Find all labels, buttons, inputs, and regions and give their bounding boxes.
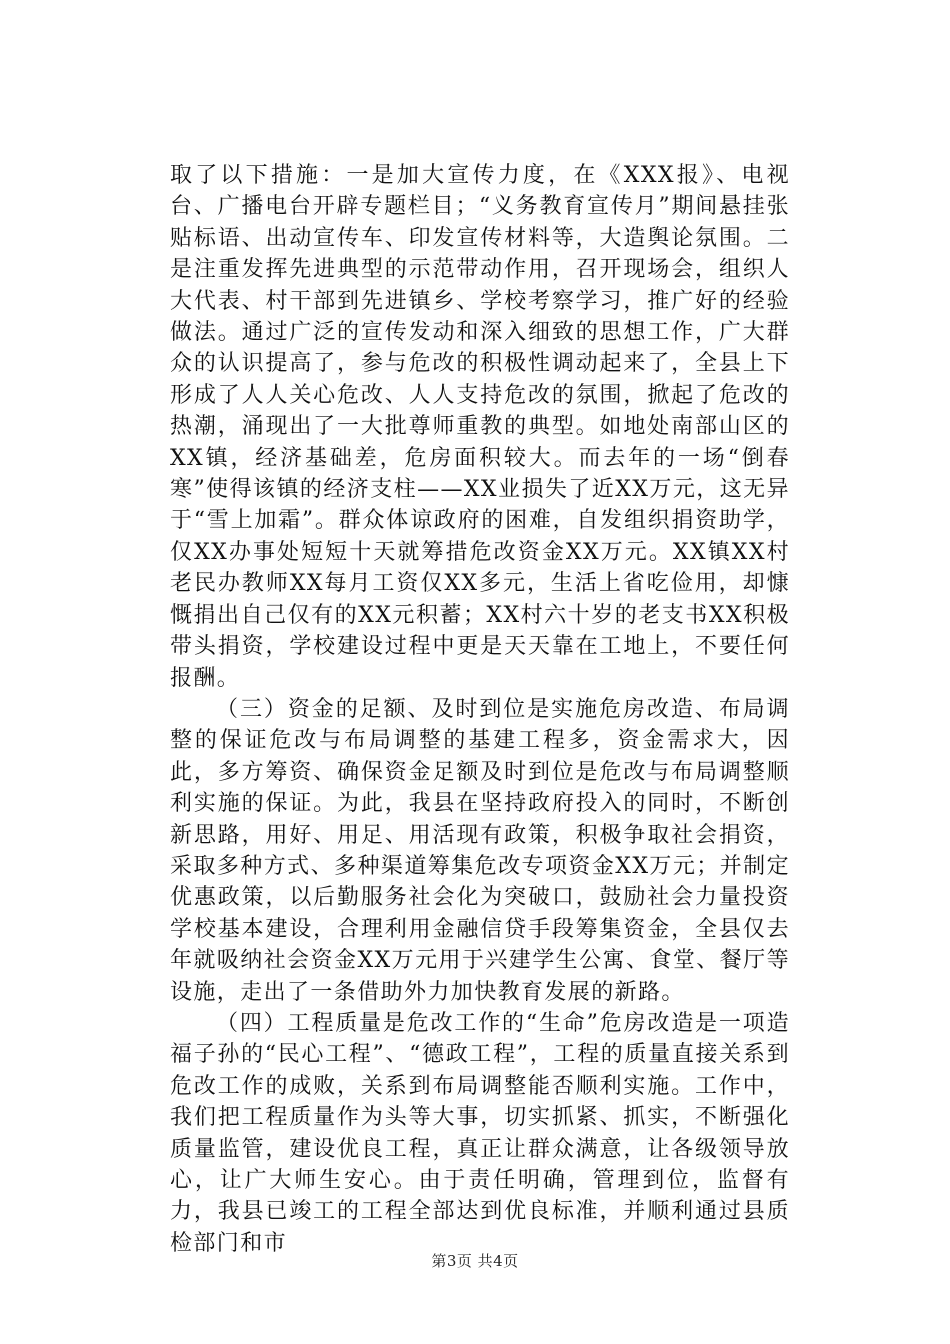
document-body (170, 160, 790, 1259)
paragraph-quality: （四）工程质量是危改工作的“生命”危房改造是一项造福子孙的“民心工程”、“德政工程”，工程的质量直接关系到危改工作的成败，关系到布局调整能否顺利实施。工作中，我们把工程质量作为头等大事，切实抓紧、抓实，不断强化质量监管，建设优良工程，真正让群众满意，让各级领导放心，让广大师生安心。由于责任明确，管理到位，监督有力，我县已竣工的工程全部达到优良标准，并顺利通过县质检部门和市 (170, 1010, 790, 1256)
paragraph-continuation: 取了以下措施：一是加大宣传力度，在《XXX报》、电视台、广播电台开辟专题栏目；“义务教育宣传月”期间悬挂张贴标语、出动宣传车、印发宣传材料等，大造舆论氛围。二是注重发挥先进典型的示范带动作用，召开现场会，组织人大代表、村干部到先进镇乡、学校考察学习，推广好的经验做法。通过广泛的宣传发动和深入细致的思想工作，广大群众的认识提高了，参与危改的积极性调动起来了，全县上下形成了人人关心危改、人人支持危改的氛围，掀起了危改的热潮，涌现出了一大批尊师重教的典型。如地处南部山区的XX镇，经济基础差，危房面积较大。而去年的一场“倒春寒”使得该镇的经济支柱——XX业损失了近XX万元，这无异于“雪上加霜”。群众体谅政府的困难，自发组织捐资助学，仅XX办事处短短十天就筹措危改资金XX万元。XX镇XX村老民办教师XX每月工资仅XX多元，生活上省吃俭用，却慷慨捐出自己仅有的XX元积蓄；XX村六十岁的老支书XX积极带头捐资，学校建设过程中更是天天靠在工地上，不要任何报酬。 (170, 163, 790, 691)
paragraph-funding: （三）资金的足额、及时到位是实施危房改造、布局调整的保证危改与布局调整的基建工程多，资金需求大，因此，多方筹资、确保资金足额及时到位是危改与布局调整顺利实施的保证。为此，我县在坚持政府投入的同时，不断创新思路，用好、用足、用活现有政策，积极争取社会捐资，采取多种方式、多种渠道筹集危改专项资金XX万元；并制定优惠政策，以后勤服务社会化为突破口，鼓励社会力量投资学校基本建设，合理利用金融信贷手段筹集资金，全县仅去年就吸纳社会资金XX万元用于兴建学生公寓、食堂、餐厅等设施，走出了一条借助外力加快教育发展的新路。 (170, 696, 790, 1005)
page-footer: 第3页 共4页 (431, 1252, 519, 1270)
